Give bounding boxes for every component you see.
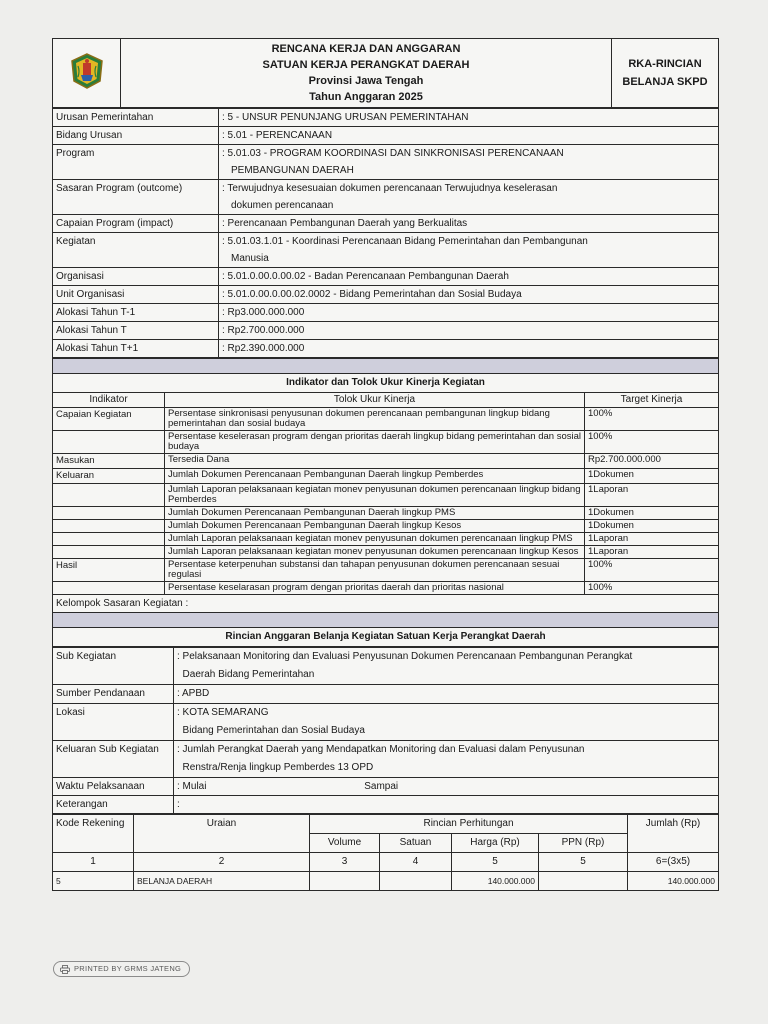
section-band — [53, 613, 719, 628]
indikator-cell-target: 1Dokumen — [585, 469, 719, 484]
col-target: Target Kinerja — [585, 393, 719, 408]
info-value-line: : Rp2.700.000.000 — [222, 325, 305, 336]
info-value-line: : Terwujudnya kesesuaian dokumen perencanaan Terwujudnya keselerasan — [222, 183, 558, 194]
info-value — [219, 109, 719, 127]
rka-line: RKA-RINCIAN — [628, 58, 702, 70]
indikator-cell-indikator — [53, 520, 165, 533]
rincian-title: Rincian Anggaran Belanja Kegiatan Satuan Kerja Perangkat Daerah — [53, 628, 719, 647]
rincian-row — [53, 685, 719, 704]
rincian-row — [53, 648, 719, 685]
title-line: Provinsi Jawa Tengah — [308, 75, 424, 87]
info-row — [53, 233, 719, 268]
rincian-value-line: : APBD — [177, 688, 210, 699]
h-satuan: Satuan — [380, 834, 452, 853]
row-jumlah: 140.000.000 — [628, 872, 719, 891]
section-band — [53, 359, 719, 374]
indikator-cell-tolok: Jumlah Laporan pelaksanaan kegiatan monev penyusunan dokumen perencanaan lingkup PMS — [165, 533, 585, 546]
rincian-value-line: : Jumlah Perangkat Daerah yang Mendapatkan Monitoring dan Evaluasi dalam Penyusunan — [177, 744, 585, 755]
rincian-label: Sub Kegiatan — [53, 648, 174, 685]
info-table — [52, 108, 719, 358]
indikator-row — [53, 454, 719, 469]
col-tolok-ukur: Tolok Ukur Kinerja — [165, 393, 585, 408]
row-kode: 5 — [53, 872, 134, 891]
info-label: Alokasi Tahun T+1 — [53, 340, 219, 358]
indikator-cell-tolok: Jumlah Laporan pelaksanaan kegiatan monev penyusunan dokumen perencanaan lingkup Kesos — [165, 546, 585, 559]
info-value-line: : 5 - UNSUR PENUNJANG URUSAN PEMERINTAHAN — [222, 112, 469, 123]
indikator-row — [53, 469, 719, 484]
indikator-cell-indikator: Capaian Kegiatan — [53, 408, 165, 431]
indikator-cell-indikator — [53, 546, 165, 559]
info-value-line: : Perencanaan Pembangunan Daerah yang Berkualitas — [222, 218, 468, 229]
indikator-cell-target: 100% — [585, 582, 719, 595]
indikator-cell-tolok: Jumlah Laporan pelaksanaan kegiatan monev penyusunan dokumen perencanaan lingkup bidang Pemberdes — [165, 484, 585, 507]
h-ppn: PPN (Rp) — [539, 834, 628, 853]
row-satuan — [380, 872, 452, 891]
row-volume — [310, 872, 380, 891]
rincian-value-line: : Pelaksanaan Monitoring dan Evaluasi Penyusunan Dokumen Perencanaan Pembangunan Perangkat — [177, 651, 633, 662]
logo-cell — [53, 39, 121, 108]
rincian-row — [53, 741, 719, 778]
rka-document — [52, 38, 719, 891]
info-value-line: : Rp3.000.000.000 — [222, 307, 305, 318]
rincian-value — [174, 685, 719, 704]
rka-line: BELANJA SKPD — [622, 76, 708, 88]
h-harga: Harga (Rp) — [452, 834, 539, 853]
info-value-line: : 5.01.0.00.0.00.02.0002 - Bidang Pemerintahan dan Sosial Budaya — [222, 289, 522, 300]
indikator-cell-target: 1Laporan — [585, 546, 719, 559]
rincian-row — [53, 704, 719, 741]
printer-icon — [60, 965, 70, 974]
info-label: Unit Organisasi — [53, 286, 219, 304]
col-number: 1 — [53, 853, 134, 872]
indikator-cell-tolok: Persentase keselerasan program dengan prioritas daerah lingkup bidang pemerintahan dan sosial budaya — [165, 431, 585, 454]
waktu-value — [174, 778, 719, 796]
indikator-cell-tolok: Persentase keterpenuhan substansi dan tahapan penyusunan dokumen perencanaan sesuai regulasi — [165, 559, 585, 582]
info-label: Alokasi Tahun T — [53, 322, 219, 340]
indikator-cell-indikator: Masukan — [53, 454, 165, 469]
rincian-value-line: Daerah Bidang Pemerintahan — [177, 669, 315, 680]
rincian-value-line: : KOTA SEMARANG — [177, 707, 269, 718]
indikator-row — [53, 559, 719, 582]
info-value-line: : 5.01 - PERENCANAAN — [222, 130, 333, 141]
info-value-line: : 5.01.0.00.0.00.02 - Badan Perencanaan Pembangunan Daerah — [222, 271, 509, 282]
info-value — [219, 268, 719, 286]
indikator-cell-indikator — [53, 582, 165, 595]
waktu-sampai: Sampai — [364, 781, 399, 792]
rka-label — [612, 39, 719, 108]
indikator-cell-target: 100% — [585, 408, 719, 431]
indikator-cell-tolok: Jumlah Dokumen Perencanaan Pembangunan Daerah lingkup Kesos — [165, 520, 585, 533]
rincian-value-line: Renstra/Renja lingkup Pemberdes 13 OPD — [177, 762, 374, 773]
col-number: 6=(3x5) — [628, 853, 719, 872]
info-row — [53, 215, 719, 233]
title-line: Tahun Anggaran 2025 — [309, 91, 423, 103]
info-value — [219, 304, 719, 322]
info-value-line: PEMBANGUNAN DAERAH — [231, 165, 354, 176]
info-value — [219, 145, 719, 180]
info-value — [219, 233, 719, 268]
indikator-cell-indikator — [53, 533, 165, 546]
h-uraian: Uraian — [134, 815, 310, 853]
rincian-label: Lokasi — [53, 704, 174, 741]
jateng-emblem-icon — [67, 51, 107, 91]
printed-by-text: PRINTED BY GRMS JATENG — [74, 964, 182, 973]
indikator-row — [53, 408, 719, 431]
indikator-cell-tolok: Persentase keselarasan program dengan prioritas daerah dan prioritas nasional — [165, 582, 585, 595]
indikator-row — [53, 546, 719, 559]
info-label: Urusan Pemerintahan — [53, 109, 219, 127]
rincian-info-table — [52, 647, 719, 814]
indikator-cell-target: 100% — [585, 431, 719, 454]
indikator-cell-target: 1Dokumen — [585, 520, 719, 533]
info-row — [53, 340, 719, 358]
rincian-value — [174, 648, 719, 685]
col-number: 3 — [310, 853, 380, 872]
indikator-cell-target: Rp2.700.000.000 — [585, 454, 719, 469]
info-value-line: dokumen perencanaan — [231, 200, 334, 211]
indikator-cell-tolok: Jumlah Dokumen Perencanaan Pembangunan Daerah lingkup PMS — [165, 507, 585, 520]
rincian-label: Sumber Pendanaan — [53, 685, 174, 704]
info-row — [53, 286, 719, 304]
indikator-cell-indikator — [53, 507, 165, 520]
printed-by-badge — [53, 961, 190, 977]
indikator-row — [53, 431, 719, 454]
info-value — [219, 127, 719, 145]
waktu-label: Waktu Pelaksanaan — [53, 778, 174, 796]
indikator-row — [53, 582, 719, 595]
col-number: 5 — [452, 853, 539, 872]
info-label: Sasaran Program (outcome) — [53, 180, 219, 215]
indikator-row — [53, 520, 719, 533]
indikator-cell-tolok: Jumlah Dokumen Perencanaan Pembangunan Daerah lingkup Pemberdes — [165, 469, 585, 484]
indikator-cell-target: 100% — [585, 559, 719, 582]
indikator-cell-target: 1Laporan — [585, 484, 719, 507]
info-value-line: : Rp2.390.000.000 — [222, 343, 305, 354]
indikator-cell-indikator — [53, 431, 165, 454]
rincian-value — [174, 741, 719, 778]
row-harga: 140.000.000 — [452, 872, 539, 891]
budget-table — [52, 814, 719, 891]
col-number: 4 — [380, 853, 452, 872]
info-label: Bidang Urusan — [53, 127, 219, 145]
indikator-cell-target: 1Laporan — [585, 533, 719, 546]
indikator-table — [52, 358, 719, 647]
info-value — [219, 180, 719, 215]
row-ppn — [539, 872, 628, 891]
rincian-label: Keluaran Sub Kegiatan — [53, 741, 174, 778]
title-line: SATUAN KERJA PERANGKAT DAERAH — [262, 59, 470, 71]
info-value — [219, 286, 719, 304]
indikator-cell-tolok: Tersedia Dana — [165, 454, 585, 469]
keterangan-label: Keterangan — [53, 796, 174, 814]
info-row — [53, 268, 719, 286]
info-label: Capaian Program (impact) — [53, 215, 219, 233]
info-value-line: : 5.01.03.1.01 - Koordinasi Perencanaan Bidang Pemerintahan dan Pembangunan — [222, 236, 588, 247]
info-value — [219, 322, 719, 340]
info-row — [53, 322, 719, 340]
info-label: Alokasi Tahun T-1 — [53, 304, 219, 322]
info-row — [53, 304, 719, 322]
indikator-cell-indikator — [53, 484, 165, 507]
indikator-cell-target: 1Dokumen — [585, 507, 719, 520]
info-label: Program — [53, 145, 219, 180]
info-row — [53, 145, 719, 180]
indikator-row — [53, 533, 719, 546]
document-header — [52, 38, 719, 108]
info-label: Kegiatan — [53, 233, 219, 268]
info-value — [219, 215, 719, 233]
waktu-mulai: : Mulai — [177, 781, 207, 792]
keterangan-value: : — [174, 796, 719, 814]
h-volume: Volume — [310, 834, 380, 853]
col-number: 2 — [134, 853, 310, 872]
col-number: 5 — [539, 853, 628, 872]
indikator-row — [53, 507, 719, 520]
info-row — [53, 109, 719, 127]
col-indikator: Indikator — [53, 393, 165, 408]
indikator-cell-tolok: Persentase sinkronisasi penyusunan dokumen perencanaan pembangunan lingkup bidang pemerintahan dan sosial budaya — [165, 408, 585, 431]
h-kode-rekening: Kode Rekening — [53, 815, 134, 853]
kelompok-sasaran: Kelompok Sasaran Kegiatan : — [53, 595, 719, 613]
rincian-value — [174, 704, 719, 741]
h-rincian-perhitungan: Rincian Perhitungan — [310, 815, 628, 834]
h-jumlah: Jumlah (Rp) — [628, 815, 719, 853]
info-value — [219, 340, 719, 358]
indikator-title: Indikator dan Tolok Ukur Kinerja Kegiatan — [53, 374, 719, 393]
info-row — [53, 180, 719, 215]
title-line: RENCANA KERJA DAN ANGGARAN — [271, 43, 461, 55]
indikator-cell-indikator: Keluaran — [53, 469, 165, 484]
info-label: Organisasi — [53, 268, 219, 286]
info-row — [53, 127, 719, 145]
row-uraian: BELANJA DAERAH — [134, 872, 310, 891]
info-value-line: Manusia — [231, 253, 269, 264]
info-value-line: : 5.01.03 - PROGRAM KOORDINASI DAN SINKRONISASI PERENCANAAN — [222, 148, 564, 159]
rincian-value-line: Bidang Pemerintahan dan Sosial Budaya — [177, 725, 365, 736]
indikator-row — [53, 484, 719, 507]
indikator-cell-indikator: Hasil — [53, 559, 165, 582]
document-title — [121, 39, 612, 108]
